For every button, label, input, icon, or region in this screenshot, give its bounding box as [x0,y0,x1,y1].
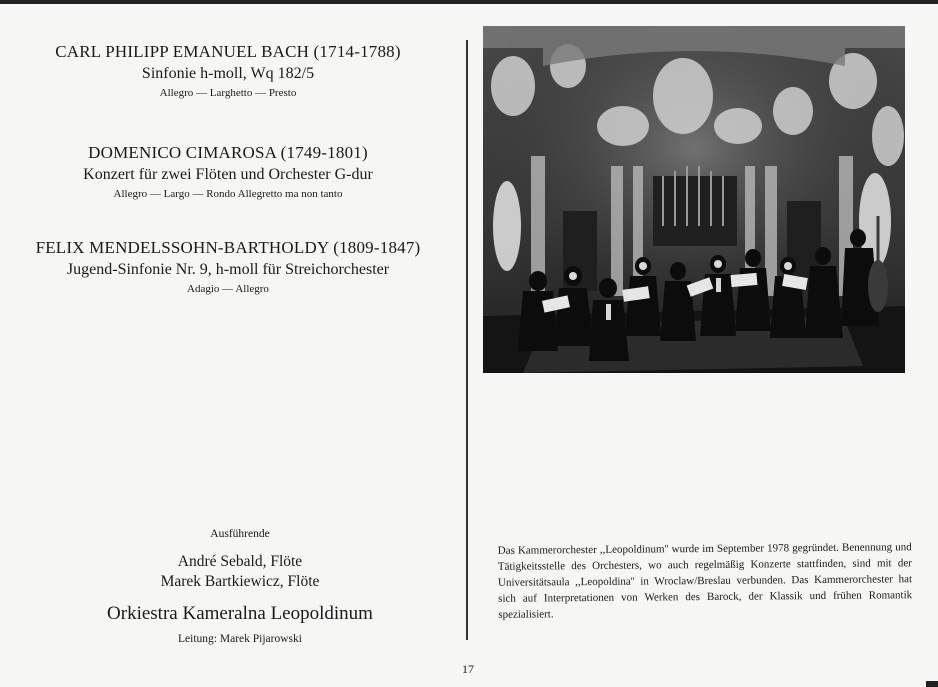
performer-flute-1: André Sebald, Flöte [177,553,303,570]
composer-name: FELIX MENDELSSOHN-BARTHOLDY (1809-1847) [35,238,421,257]
baroque-hall-orchestra-image [483,26,905,373]
work-cimarosa [0,143,458,200]
top-edge-bar [0,0,938,4]
work-bach [0,42,458,99]
work-mendelssohn [0,238,458,295]
piece-title: Konzert für zwei Flöten und Orchester G-dur [83,166,373,183]
movement-list: Allegro — Largo — Rondo Allegretto ma non tanto [113,188,343,200]
performer-flute-2: Marek Bartkiewicz, Flöte [160,573,320,590]
movement-list: Allegro — Larghetto — Presto [159,87,297,99]
piece-title: Sinfonie h-moll, Wq 182/5 [141,65,315,82]
piece-title: Jugend-Sinfonie Nr. 9, h-moll für Streichorchester [66,261,390,278]
photo-caption: Das Kammerorchester ,,Leopoldinum'' wurde im September 1978 gegründet. Benennung und Tätigkeitsstelle des Orchesters, wo auch regelmäßig Konzerte stattfinden, sind mit der Universitätsaula ,,Leopoldina'' in Wroclaw/Breslau verbunden. Das Kammerorchester hat sich auf Interpretationen von Werken des Barock, der Klassik und frühen Romantik spezialisiert. [497,541,913,621]
ensemble-name: Orkiestra Kameralna Leopoldinum [107,603,373,624]
composer-name: DOMENICO CIMAROSA (1749-1801) [88,143,368,162]
conductor-line: Leitung: Marek Pijarowski [178,633,302,645]
performers-section [20,528,460,645]
column-divider [466,40,468,640]
composer-name: CARL PHILIPP EMANUEL BACH (1714-1788) [55,42,401,61]
performers-heading: Ausführende [210,528,270,540]
bottom-edge-bar [926,681,938,687]
movement-list: Adagio — Allegro [187,283,269,295]
page-number: 17 [462,662,474,676]
orchestra-photo [483,26,905,373]
